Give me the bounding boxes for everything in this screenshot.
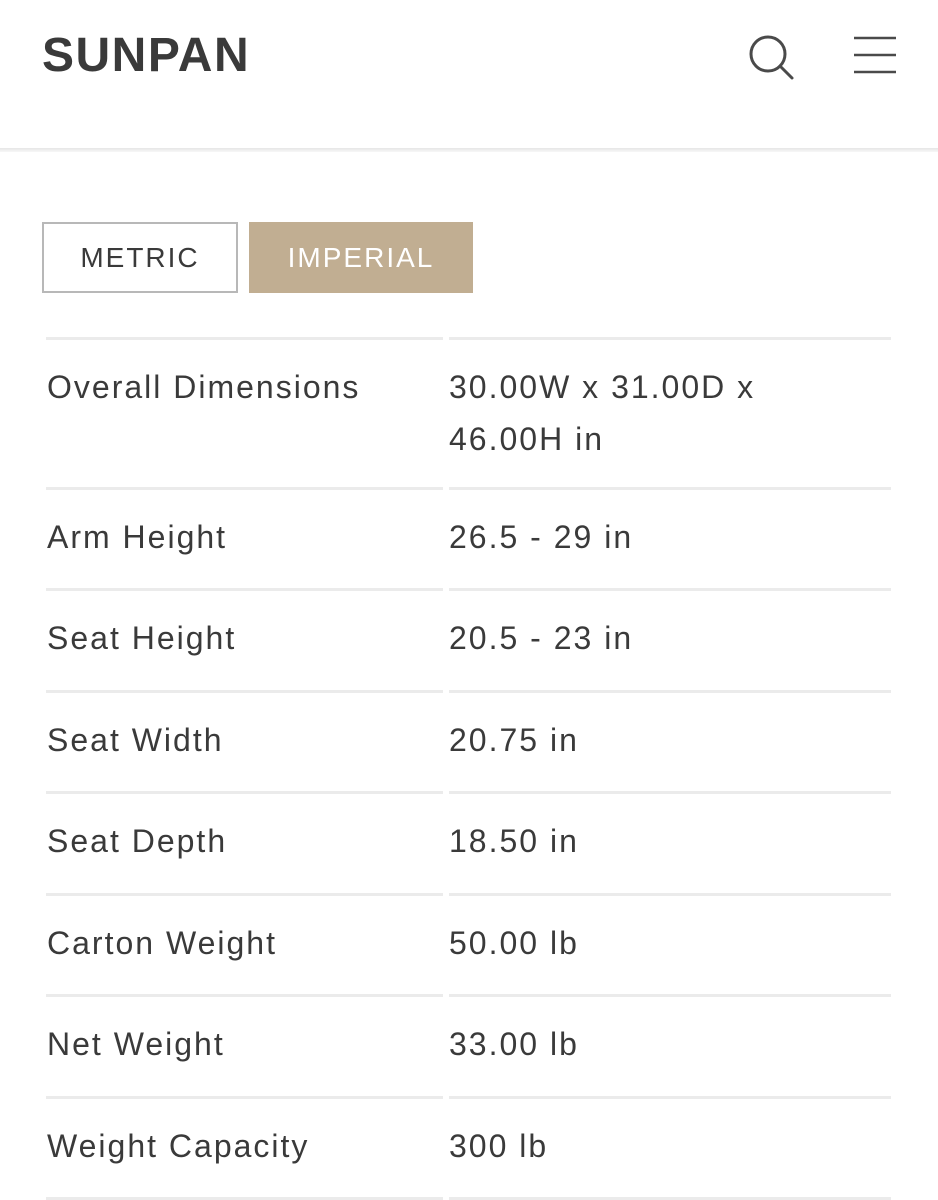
row-divider <box>449 994 891 997</box>
spec-label: Weight Capacity <box>47 1128 310 1164</box>
row-divider <box>449 893 891 896</box>
search-icon <box>746 32 798 84</box>
row-divider <box>46 791 443 794</box>
spec-row <box>0 791 938 893</box>
spec-value: 18.50 in <box>449 823 579 859</box>
row-divider <box>449 588 891 591</box>
spec-label: Arm Height <box>47 519 228 555</box>
row-divider <box>46 994 443 997</box>
search-button[interactable] <box>746 32 798 84</box>
row-divider <box>46 337 443 340</box>
spec-label: Seat Width <box>47 722 224 758</box>
header-divider <box>0 148 938 152</box>
spec-value: 33.00 lb <box>449 1026 579 1062</box>
row-divider <box>46 893 443 896</box>
hamburger-menu-icon <box>852 34 898 78</box>
spec-label: Net Weight <box>47 1026 225 1062</box>
spec-value: 30.00W x 31.00D x 46.00H in <box>449 369 756 457</box>
spec-row <box>0 690 938 791</box>
spec-row <box>0 337 938 487</box>
row-divider <box>46 487 443 490</box>
site-header <box>0 0 938 148</box>
spec-value: 50.00 lb <box>449 925 579 961</box>
spec-value: 20.5 - 23 in <box>449 620 634 656</box>
metric-toggle-button[interactable]: METRIC <box>42 222 238 293</box>
imperial-toggle-button[interactable]: IMPERIAL <box>249 222 473 293</box>
spec-row <box>0 893 938 994</box>
spec-label: Seat Depth <box>47 823 228 859</box>
spec-value: 300 lb <box>449 1128 549 1164</box>
row-divider <box>449 690 891 693</box>
menu-button[interactable] <box>852 34 898 78</box>
spec-row <box>0 1096 938 1197</box>
spec-value: 20.75 in <box>449 722 579 758</box>
row-divider <box>449 791 891 794</box>
row-divider <box>46 690 443 693</box>
spec-row <box>0 994 938 1096</box>
spec-row <box>0 588 938 690</box>
spec-label: Overall Dimensions <box>47 369 361 405</box>
spec-value: 26.5 - 29 in <box>449 519 634 555</box>
row-divider <box>449 487 891 490</box>
row-divider <box>449 337 891 340</box>
row-divider <box>46 1096 443 1099</box>
row-divider <box>46 588 443 591</box>
row-divider <box>449 1096 891 1099</box>
spec-label: Carton Weight <box>47 925 277 961</box>
sunpan-logo[interactable]: SUNPAN <box>42 29 251 82</box>
spec-row <box>0 487 938 588</box>
spec-label: Seat Height <box>47 620 237 656</box>
